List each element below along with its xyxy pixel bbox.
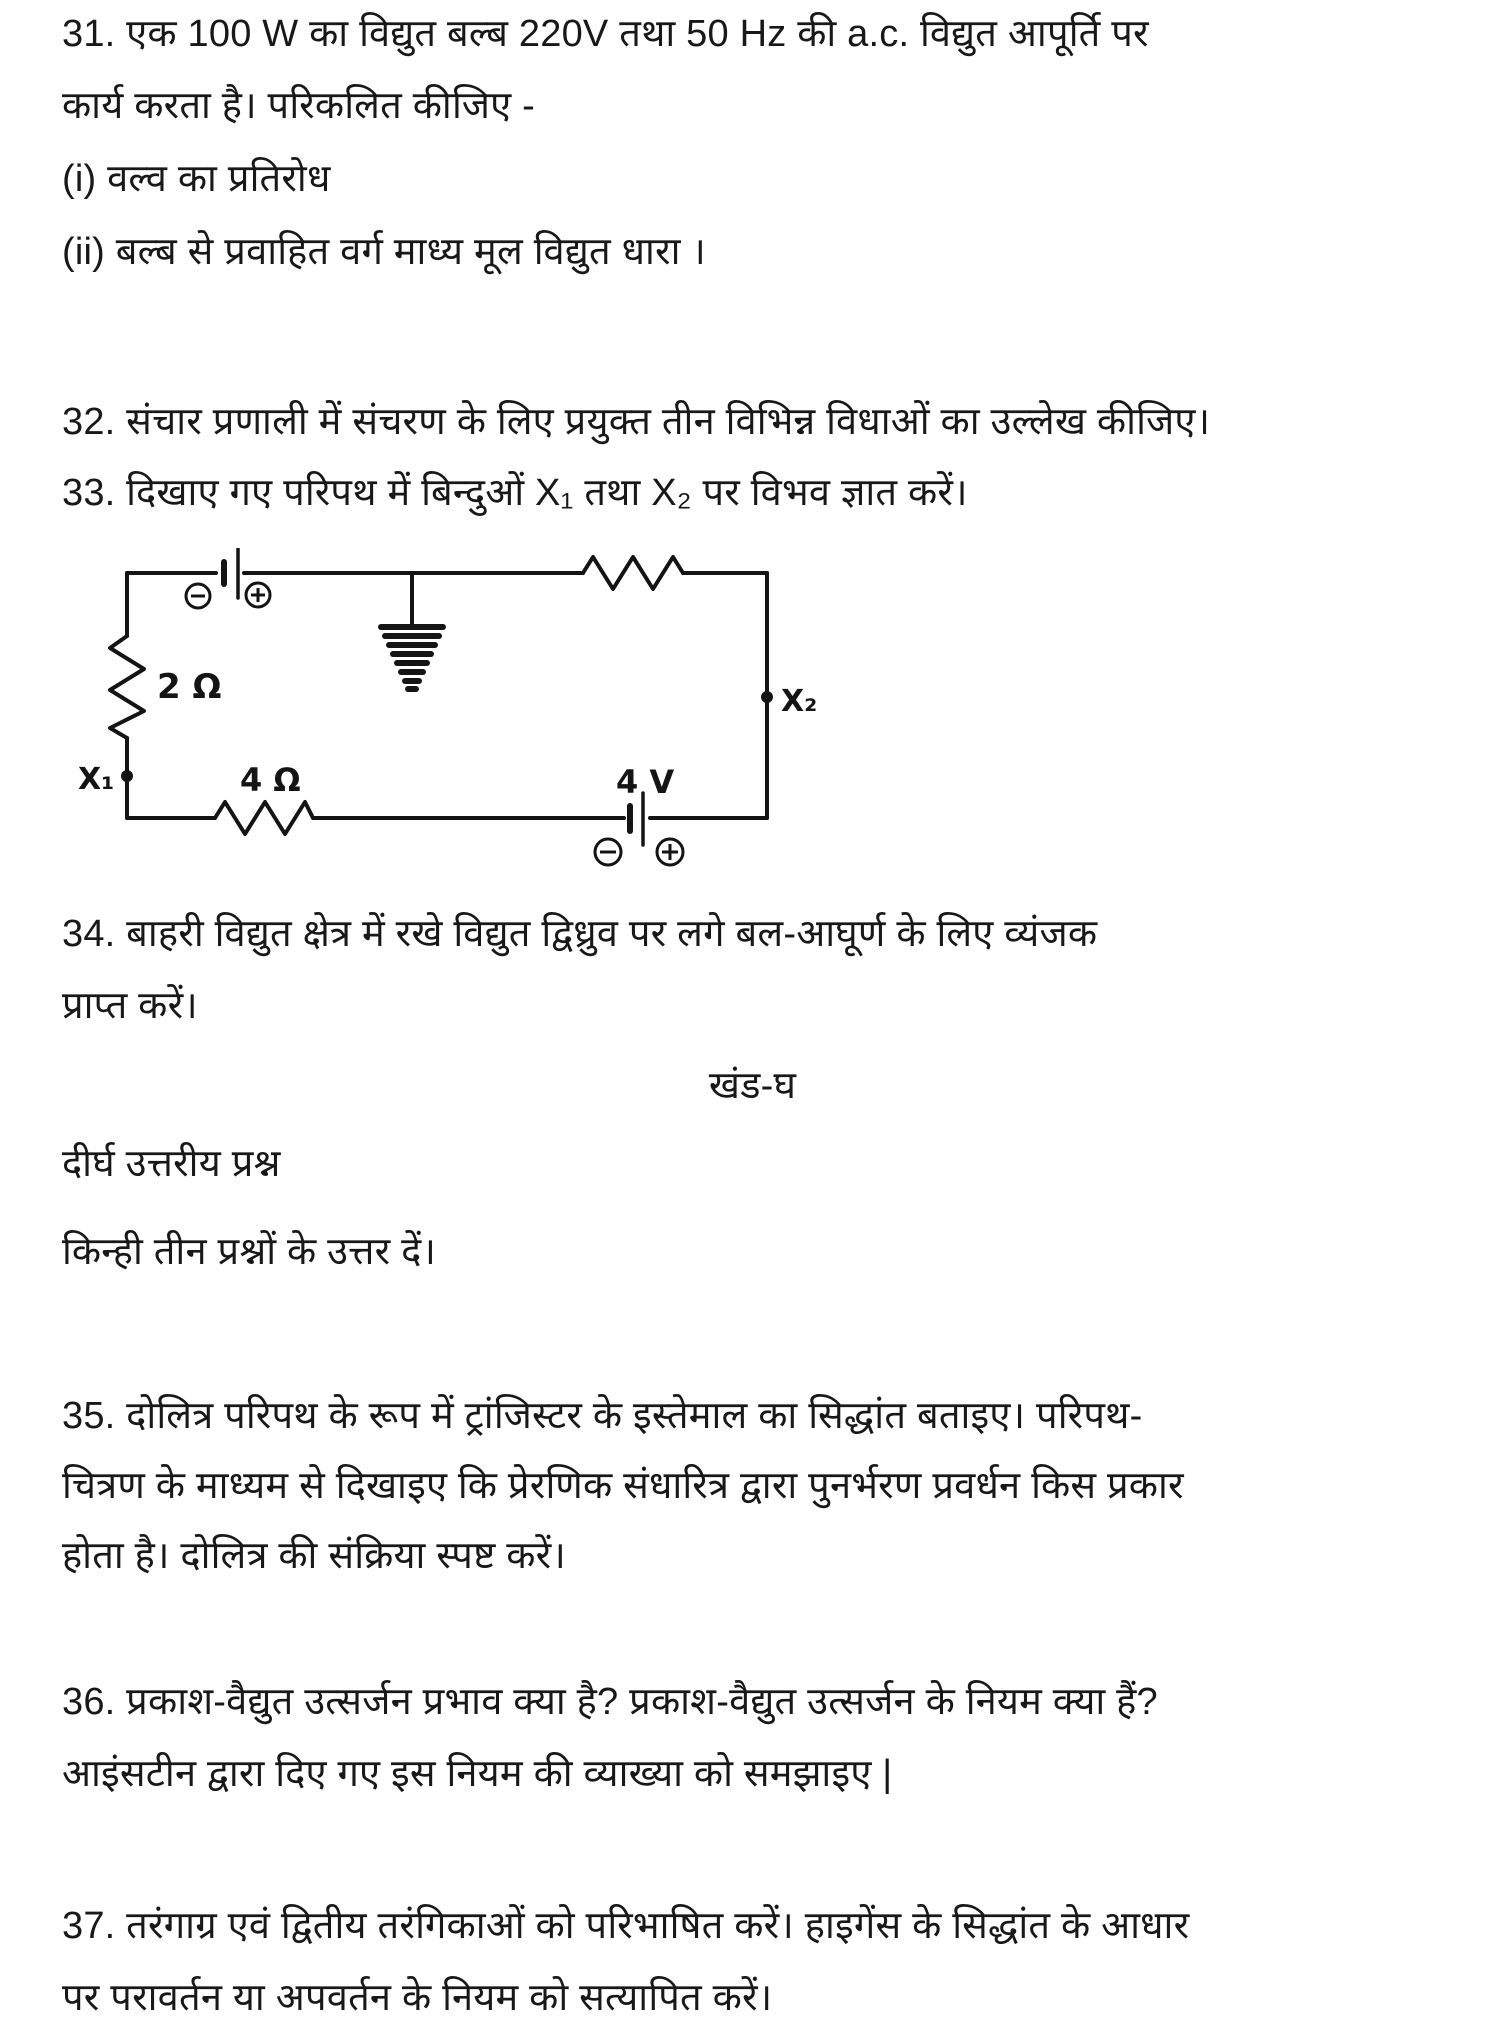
- resistor-bottom-icon: [215, 802, 313, 834]
- question-31-line-2: कार्य करता है। परिकलित कीजिए -: [62, 85, 536, 127]
- question-32: 32. संचार प्रणाली में संचरण के लिए प्रयुक्त तीन विभिन्न विधाओं का उल्लेख कीजिए।: [62, 401, 1211, 443]
- question-31-part-i: (i) वल्व का प्रतिरोध: [62, 158, 331, 200]
- minus-terminal-icon: [595, 839, 621, 865]
- plus-terminal-icon: [657, 839, 683, 865]
- question-35-line-2: चित्रण के माध्यम से दिखाइए कि प्रेरणिक संधारित्र द्वारा पुनर्भरण प्रवर्धन किस प्रकार: [62, 1465, 1184, 1507]
- question-34-line-1: 34. बाहरी विद्युत क्षेत्र में रखे विद्युत द्विध्रुव पर लगे बल-आघूर्ण के लिए व्यंजक: [62, 913, 1098, 955]
- question-36-line-2: आइंसटीन द्वारा दिए गए इस नियम की व्याख्या को समझाइए |: [62, 1753, 893, 1795]
- question-34-line-2: प्राप्त करें।: [62, 985, 198, 1027]
- node-x2-dot: [761, 691, 773, 703]
- ground-icon: [381, 573, 443, 689]
- resistor-left-label: 2 Ω: [157, 667, 222, 707]
- resistor-bottom-label: 4 Ω: [240, 761, 301, 799]
- plus-terminal-icon: [246, 583, 270, 607]
- section-heading: खंड-घ: [708, 1065, 797, 1107]
- node-x2-label: X₂: [781, 684, 818, 719]
- question-37-line-2: पर परावर्तन या अपवर्तन के नियम को सत्यापित करें।: [62, 1977, 773, 2019]
- node-x1-label: X₁: [78, 762, 115, 797]
- battery-top-icon: [224, 548, 238, 598]
- question-33: 33. दिखाए गए परिपथ में बिन्दुओं X₁ तथा X₂ पर विभव ज्ञात करें।: [62, 472, 968, 514]
- minus-terminal-icon: [186, 584, 210, 608]
- resistor-top-icon: [583, 557, 683, 589]
- question-35-line-1: 35. दोलित्र परिपथ के रूप में ट्रांजिस्टर के इस्तेमाल का सिद्धांत बताइए। परिपथ-: [62, 1395, 1143, 1437]
- question-31-part-ii: (ii) बल्ब से प्रवाहित वर्ग माध्य मूल विद्युत धारा ।: [62, 231, 706, 273]
- battery-bottom-label: 4 V: [616, 763, 675, 801]
- question-35-line-3: होता है। दोलित्र की संक्रिया स्पष्ट करें।: [62, 1535, 566, 1577]
- section-subheading-2: किन्ही तीन प्रश्नों के उत्तर दें।: [62, 1231, 437, 1273]
- resistor-left-icon: [110, 636, 144, 738]
- circuit-diagram: [60, 548, 880, 893]
- node-x1-dot: [121, 770, 133, 782]
- question-36-line-1: 36. प्रकाश-वैद्युत उत्सर्जन प्रभाव क्या है? प्रकाश-वैद्युत उत्सर्जन के नियम क्या हैं?: [62, 1681, 1158, 1723]
- question-37-line-1: 37. तरंगाग्र एवं द्वितीय तरंगिकाओं को परिभाषित करें। हाइगेंस के सिद्धांत के आधार: [62, 1905, 1190, 1947]
- question-31-line-1: 31. एक 100 W का विद्युत बल्ब 220V तथा 50 Hz की a.c. विद्युत आपूर्ति पर: [62, 13, 1149, 55]
- section-subheading-1: दीर्घ उत्तरीय प्रश्न: [62, 1143, 281, 1185]
